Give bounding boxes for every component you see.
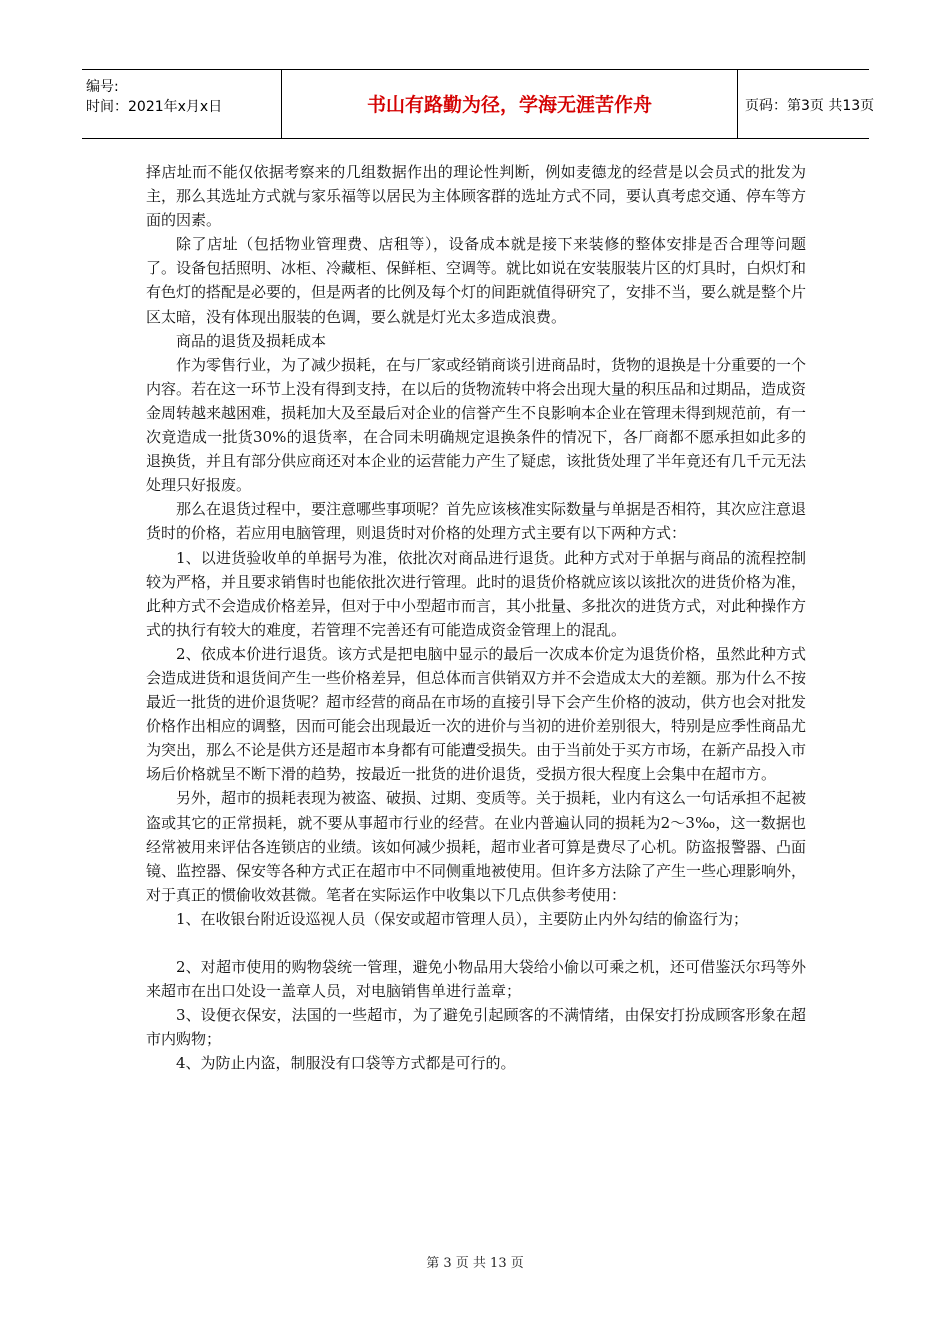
- paragraph: 除了店址（包括物业管理费、店租等），设备成本就是接下来装修的整体安排是否合理等问题了。设备包括照明、冰柜、冷藏柜、保鲜柜、空调等。就比如说在安装服装片区的灯具时，白炽灯和有色灯的搭配是必要的，但是两者的比例及每个灯的间距就值得研究了，安排不当，要么就是整个片区太暗，没有体现出服装的色调，要么就是灯光太多造成浪费。: [146, 235, 807, 326]
- paragraph: 作为零售行业，为了减少损耗，在与厂家或经销商谈引进商品时，货物的退换是十分重要的一个内容。若在这一环节上没有得到支持，在以后的货物流转中将会出现大量的积压品和过期品，造成资金周转越来越困难，损耗加大及至最后对企业的信誉产生不良影响本企业在管理未得到规范前，有一次竟造成一批货30%的退货率，在合同未明确规定退换条件的情况下，各厂商都不愿承担如此多的退换货，并且有部分供应商还对本企业的运营能力产生了疑虑，该批货处理了半年竟还有几千元无法处理只好报废。: [146, 355, 807, 495]
- time-label: 时间：2021年x月x日: [86, 99, 223, 115]
- section-heading: 商品的退货及损耗成本: [176, 331, 327, 350]
- paragraph: 那么在退货过程中，要注意哪些事项呢？首先应该核准实际数量与单据是否相符，其次应注意退货时的价格，若应用电脑管理，则退货时对价格的处理方式主要有以下两种方式：: [146, 500, 807, 543]
- list-item: 4、为防止内盗，制服没有口袋等方式都是可行的。: [176, 1054, 516, 1073]
- list-item: 2、对超市使用的购物袋统一管理，避免小物品用大袋给小偷以可乘之机，还可借鉴沃尔玛等外来超市在出口处设一盖章人员，对电脑销售单进行盖章；: [146, 958, 806, 1001]
- header-table: [82, 69, 875, 139]
- paragraph: 择店址而不能仅依据考察来的几组数据作出的理论性判断，例如麦德龙的经营是以会员式的批发为主，那么其选址方式就与家乐福等以居民为主体顾客群的选址方式不同，要认真考虑交通、停车等方面的因素。: [146, 163, 807, 230]
- list-item: 1、在收银台附近设巡视人员（保安或超市管理人员），主要防止内外勾结的偷盗行为；: [176, 909, 749, 928]
- document-body: [146, 160, 806, 1075]
- list-item: 2、依成本价进行退货。该方式是把电脑中显示的最后一次成本价定为退货价格，虽然此种方式会造成进货和退货间产生一些价格差异，但总体而言供销双方并不会造成太大的差额。那为什么不按最近一批货的进价退货呢？超市经营的商品在市场的直接引导下会产生价格的波动，供方也会对批发价格作出相应的调整，因而可能会出现最近一次的进价与当初的进价差别很大，特别是应季性商品尤为突出，那么不论是供方还是超市本身都有可能遭受损失。由于当前处于买方市场，在新产品投入市场后价格就呈不断下滑的趋势，按最近一批货的进价退货，受损方很大程度上会集中在超市方。: [146, 644, 807, 784]
- header-right-cell: [737, 70, 875, 138]
- motto-text: 书山有路勤为径，学海无涯苦作舟: [366, 94, 652, 116]
- header-motto-cell: [281, 70, 738, 138]
- header-left-cell: [82, 70, 280, 138]
- number-label: 编号:: [86, 79, 119, 95]
- paragraph: 另外，超市的损耗表现为被盗、破损、过期、变质等。关于损耗，业内有这么一句话承担不起被盗或其它的正常损耗，就不要从事超市行业的经营。在业内普遍认同的损耗为2～3‰，这一数据也经常被用来评估各连锁店的业绩。该如何减少损耗，超市业者可算是费尽了心机。防盗报警器、凸面镜、监控器、保安等各种方式正在超市中不同侧重地被使用。但许多方法除了产生一些心理影响外，对于真正的惯偷收效甚微。笔者在实际运作中收集以下几点供参考使用：: [146, 789, 807, 904]
- blank-line: [146, 931, 806, 955]
- list-item: 1、以进货验收单的单据号为准，依批次对商品进行退货。此种方式对于单据与商品的流程控制较为严格，并且要求销售时也能依批次进行管理。此时的退货价格就应该以该批次的进货价格为准，此种方式不会造成价格差异，但对于中小型超市而言，其小批量、多批次的进货方式，对此种操作方式的执行有较大的难度，若管理不完善还有可能造成资金管理上的混乱。: [146, 548, 807, 639]
- page-code: 页码：第3页 共13页: [745, 98, 875, 114]
- list-item: 3、设便衣保安，法国的一些超市，为了避免引起顾客的不满情绪，由保安打扮成顾客形象在超市内购物；: [146, 1006, 806, 1049]
- page-footer: 第 3 页 共 13 页: [426, 1256, 524, 1271]
